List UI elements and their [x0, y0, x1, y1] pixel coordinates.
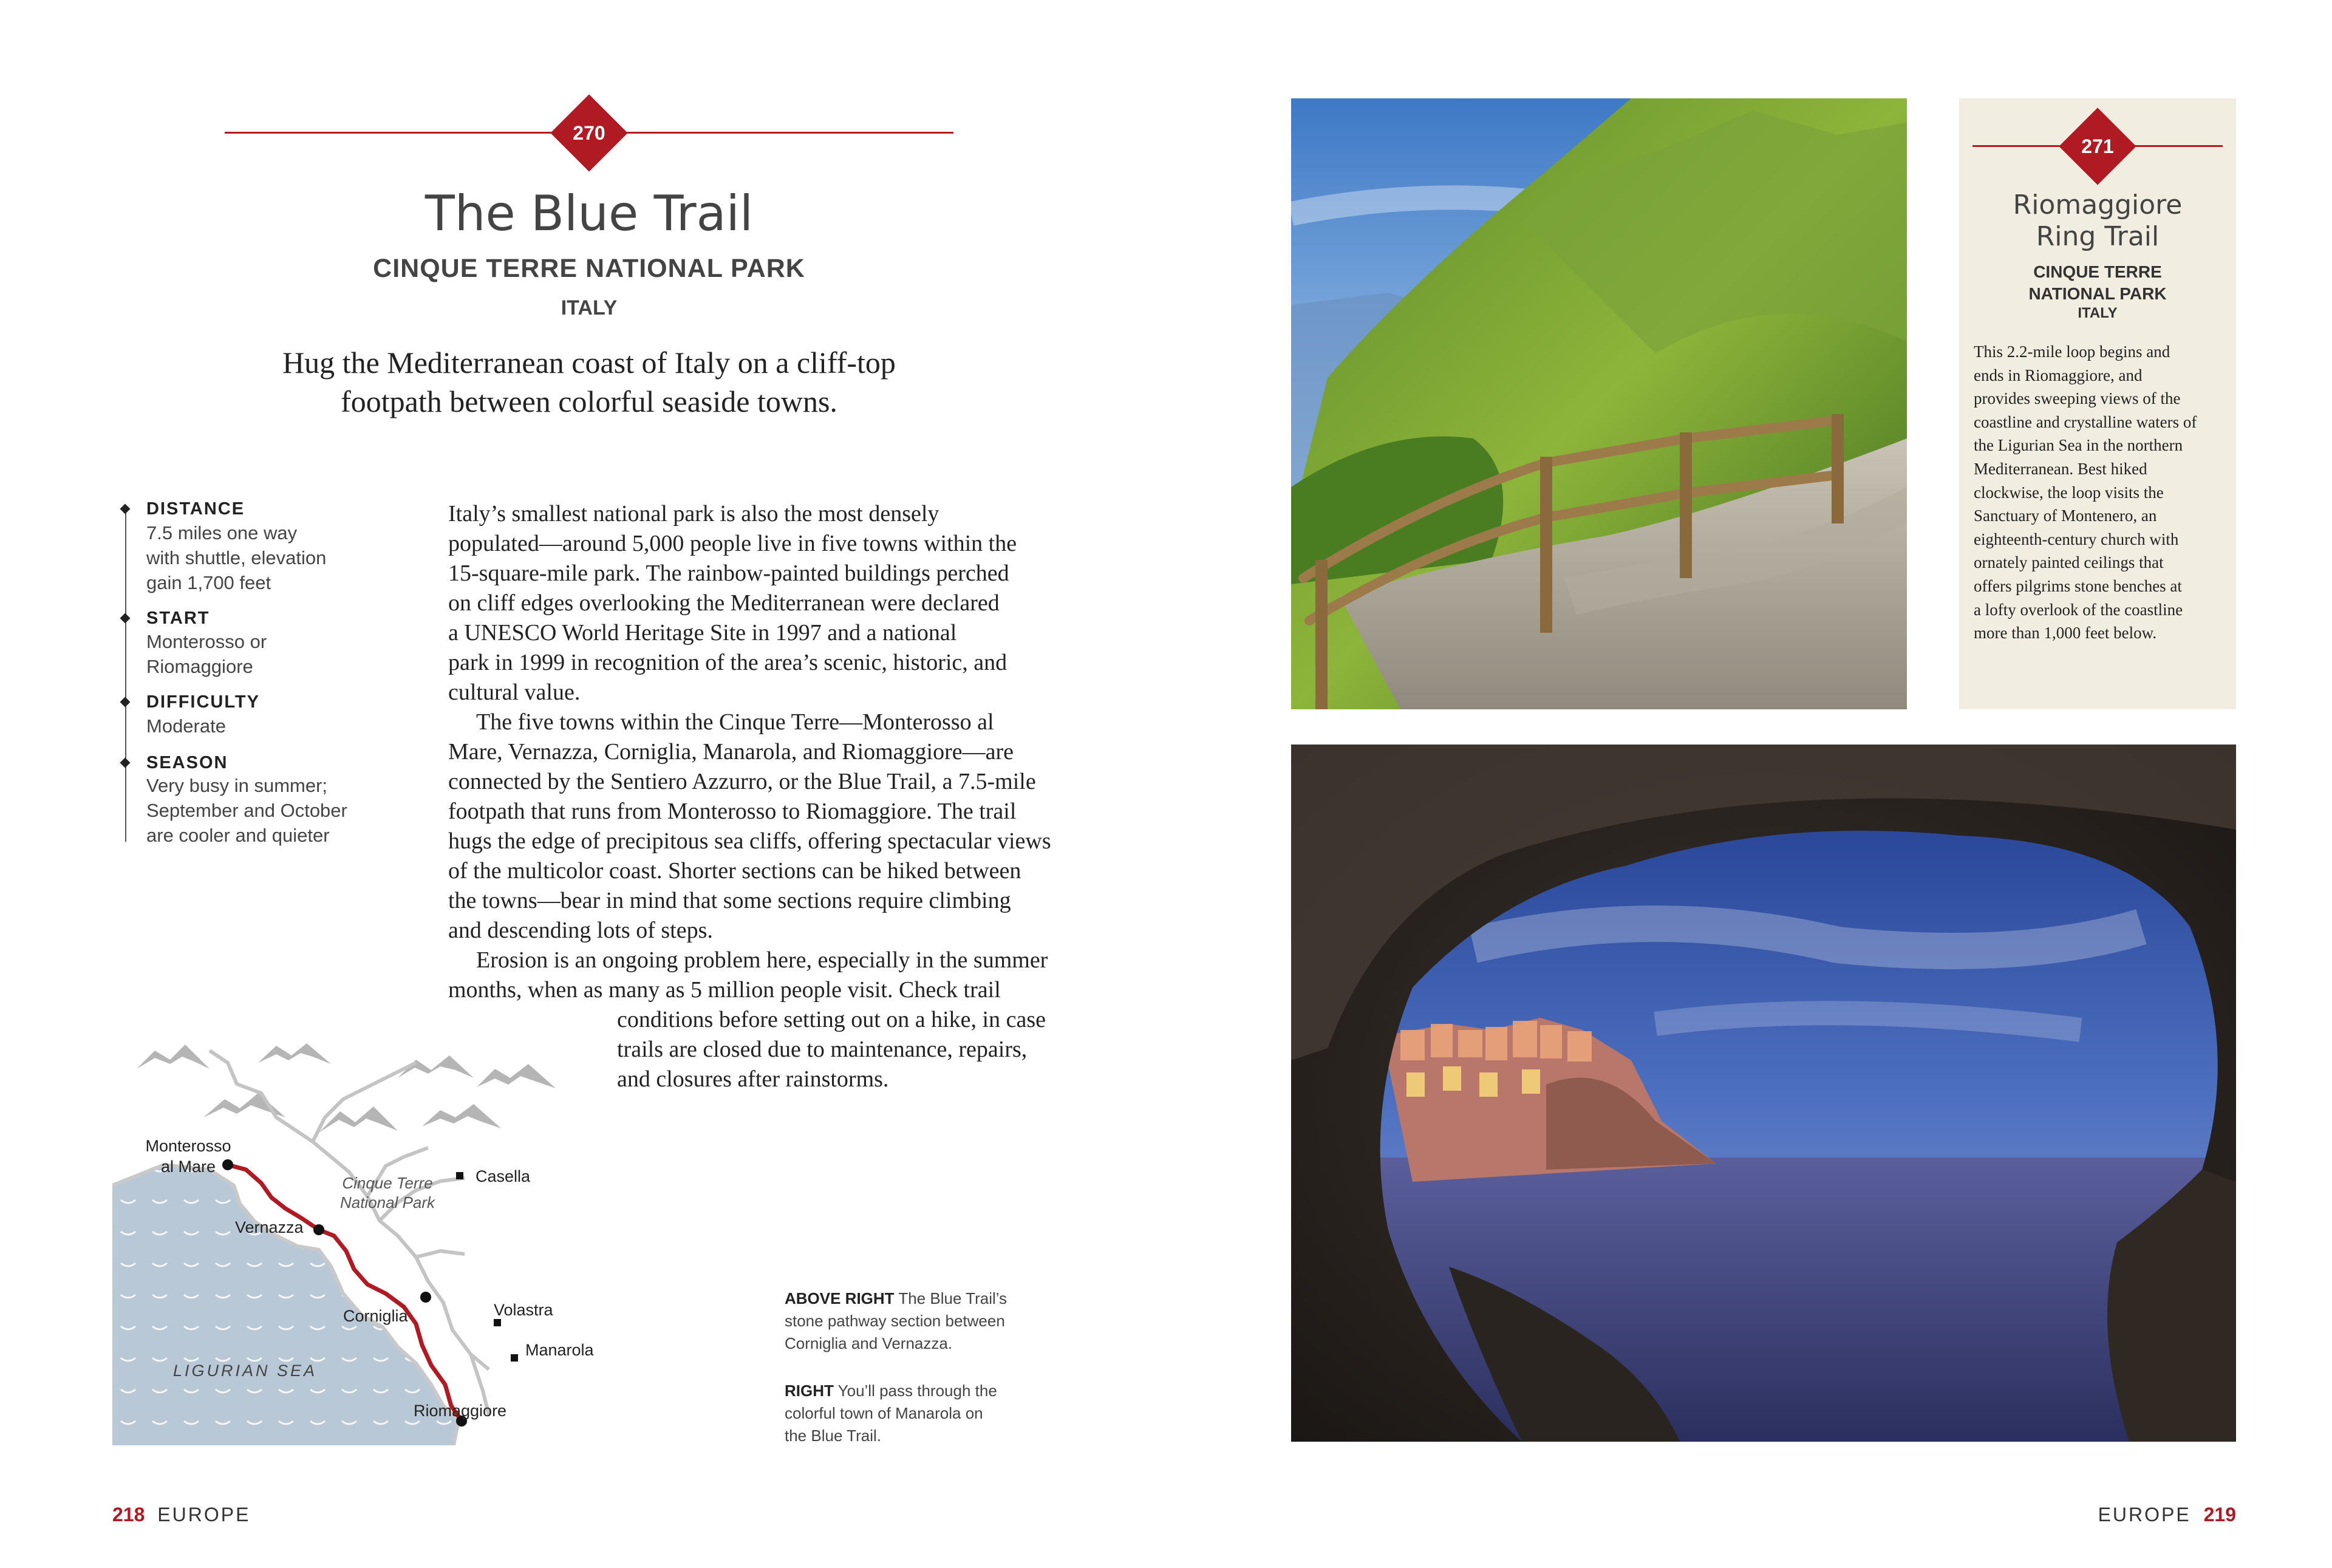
- map-label-casella: Casella: [476, 1167, 531, 1185]
- trail-number-271: 271: [2081, 135, 2114, 157]
- body-line: 15-square-mile park. The rainbow-painted buildings perched: [448, 561, 1009, 586]
- body-line: connected by the Sentiero Azzurro, or the Blue Trail, a 7.5-mile: [448, 769, 1036, 794]
- map-label-monterosso: Monterosso al Mare: [145, 1137, 231, 1176]
- body-line: and descending lots of steps.: [448, 918, 713, 943]
- photo-manarola-cave-art: [1291, 745, 2236, 1442]
- map-label-sea: LIGURIAN SEA: [173, 1362, 318, 1380]
- trail-number: 270: [573, 121, 605, 144]
- fact-label-start: START: [146, 608, 210, 628]
- map-label-riomaggiore: Riomaggiore: [414, 1402, 507, 1420]
- map-label-corniglia: Corniglia: [343, 1307, 408, 1325]
- caption-key: ABOVE RIGHT: [785, 1289, 895, 1307]
- body-line: of the multicolor coast. Shorter sections can be hiked between: [448, 858, 1021, 884]
- body-line: trails are closed due to maintenance, repairs,: [617, 1037, 1028, 1062]
- body-line: Erosion is an ongoing problem here, especially in the summer: [476, 947, 1048, 973]
- mountain-icons: [137, 1043, 556, 1133]
- folio-right: [1998, 1504, 2236, 1526]
- fact-rule: [125, 509, 126, 842]
- map-label-manarola: Manarola: [525, 1341, 594, 1359]
- map-label-vernazza: Vernazza: [235, 1218, 304, 1236]
- corniglia-dot: [420, 1292, 431, 1303]
- trail-number-badge: [550, 94, 628, 172]
- country-name: ITALY: [561, 296, 618, 319]
- sidebar-park: CINQUE TERRE NATIONAL PARK: [2028, 262, 2167, 303]
- body-line: cultural value.: [448, 680, 581, 705]
- fact-diamond: [120, 758, 131, 768]
- folio-left: [112, 1504, 250, 1526]
- body-line: months, when as many as 5 million people visit. Check trail: [448, 977, 1001, 1003]
- body-line: hugs the edge of precipitous sea cliffs, offering spectacular views: [448, 828, 1051, 854]
- fact-diamond: [120, 613, 131, 624]
- caption-right: RIGHT You’ll pass through the colorful town of Manarola on the Blue Trail.: [785, 1382, 997, 1445]
- body-line: the towns—bear in mind that some sections require climbing: [448, 888, 1011, 913]
- section-name: EUROPE: [157, 1504, 251, 1525]
- body-line: The five towns within the Cinque Terre—Monterosso al: [476, 709, 994, 735]
- fact-label-difficulty: DIFFICULTY: [146, 692, 260, 712]
- sidebar-country: ITALY: [2078, 305, 2118, 321]
- fact-label-distance: DISTANCE: [146, 499, 245, 519]
- caption-above-right: ABOVE RIGHT The Blue Trail’s stone pathway section between Corniglia and Vernazza.: [785, 1289, 1007, 1352]
- body-line: Italy’s smallest national park is also the most densely: [448, 501, 939, 527]
- body-text: [448, 499, 1074, 1094]
- trail-number-badge-271: [2059, 107, 2136, 185]
- fact-value-distance: 7.5 miles one way with shuttle, elevation gain 1,700 feet: [146, 522, 327, 593]
- fact-value-start: Monterosso or Riomaggiore: [146, 631, 267, 677]
- body-line: and closures after rainstorms.: [617, 1066, 889, 1092]
- casella-square: [456, 1172, 463, 1179]
- page-number-right: 219: [2203, 1504, 2236, 1525]
- body-line: Mare, Vernazza, Corniglia, Manarola, and Riomaggiore—are: [448, 739, 1014, 765]
- map-label-volastra: Volastra: [494, 1301, 553, 1319]
- body-line: populated—around 5,000 people live in five towns within the: [448, 531, 1017, 556]
- park-name: CINQUE TERRE NATIONAL PARK: [373, 254, 805, 283]
- trail-title: The Blue Trail: [424, 185, 754, 242]
- fact-value-season: Very busy in summer; September and October are cooler and quieter: [146, 775, 347, 846]
- manarola-square: [511, 1354, 518, 1362]
- section-name-right: EUROPE: [2098, 1504, 2191, 1525]
- map-graphic: [112, 1026, 562, 1445]
- map-label-park: Cinque Terre National Park: [339, 1174, 435, 1212]
- sidebar-card: [1959, 98, 2236, 709]
- page-number: 218: [112, 1504, 145, 1525]
- sidebar-body: This 2.2-mile loop begins and ends in Riomaggiore, and provides sweeping views of the coastline and crystalline waters of the Ligurian Sea in the northern Mediterranean. Best hiked clockwise, the loop visits the Sanctuary of Montenero, an eighteenth-century church with ornately painted ceilings that offers pilgrims stone benches at a lofty overlook of the coastline more than 1,000 feet below.: [1974, 343, 2197, 643]
- vernazza-dot: [313, 1224, 324, 1235]
- fact-diamond: [120, 697, 131, 707]
- fact-value-difficulty: Moderate: [146, 715, 226, 737]
- body-line: conditions before setting out on a hike, in case: [617, 1007, 1046, 1032]
- trail-map: [112, 1026, 594, 1445]
- photo-manarola-cave: [1291, 745, 2236, 1442]
- fact-label-season: SEASON: [146, 753, 228, 772]
- body-line: on cliff edges overlooking the Mediterranean were declared: [448, 590, 1000, 616]
- body-line: park in 1999 in recognition of the area’s scenic, historic, and: [448, 650, 1007, 675]
- sidebar-title: Riomaggiore Ring Trail: [2013, 189, 2183, 252]
- right-page: [1166, 0, 2332, 1568]
- intro-line-1: Hug the Mediterranean coast of Italy on a cliff-top: [282, 346, 896, 380]
- photo-trail-fence: [1291, 98, 1907, 709]
- body-line: footpath that runs from Monterosso to Riomaggiore. The trail: [448, 799, 1017, 824]
- photo-trail-fence-art: [1291, 98, 1907, 709]
- caption-key: RIGHT: [785, 1382, 834, 1400]
- fact-diamond: [120, 504, 131, 514]
- volastra-square: [494, 1319, 501, 1326]
- body-line: a UNESCO World Heritage Site in 1997 and a national: [448, 620, 957, 646]
- intro-line-2: footpath between colorful seaside towns.: [341, 384, 837, 418]
